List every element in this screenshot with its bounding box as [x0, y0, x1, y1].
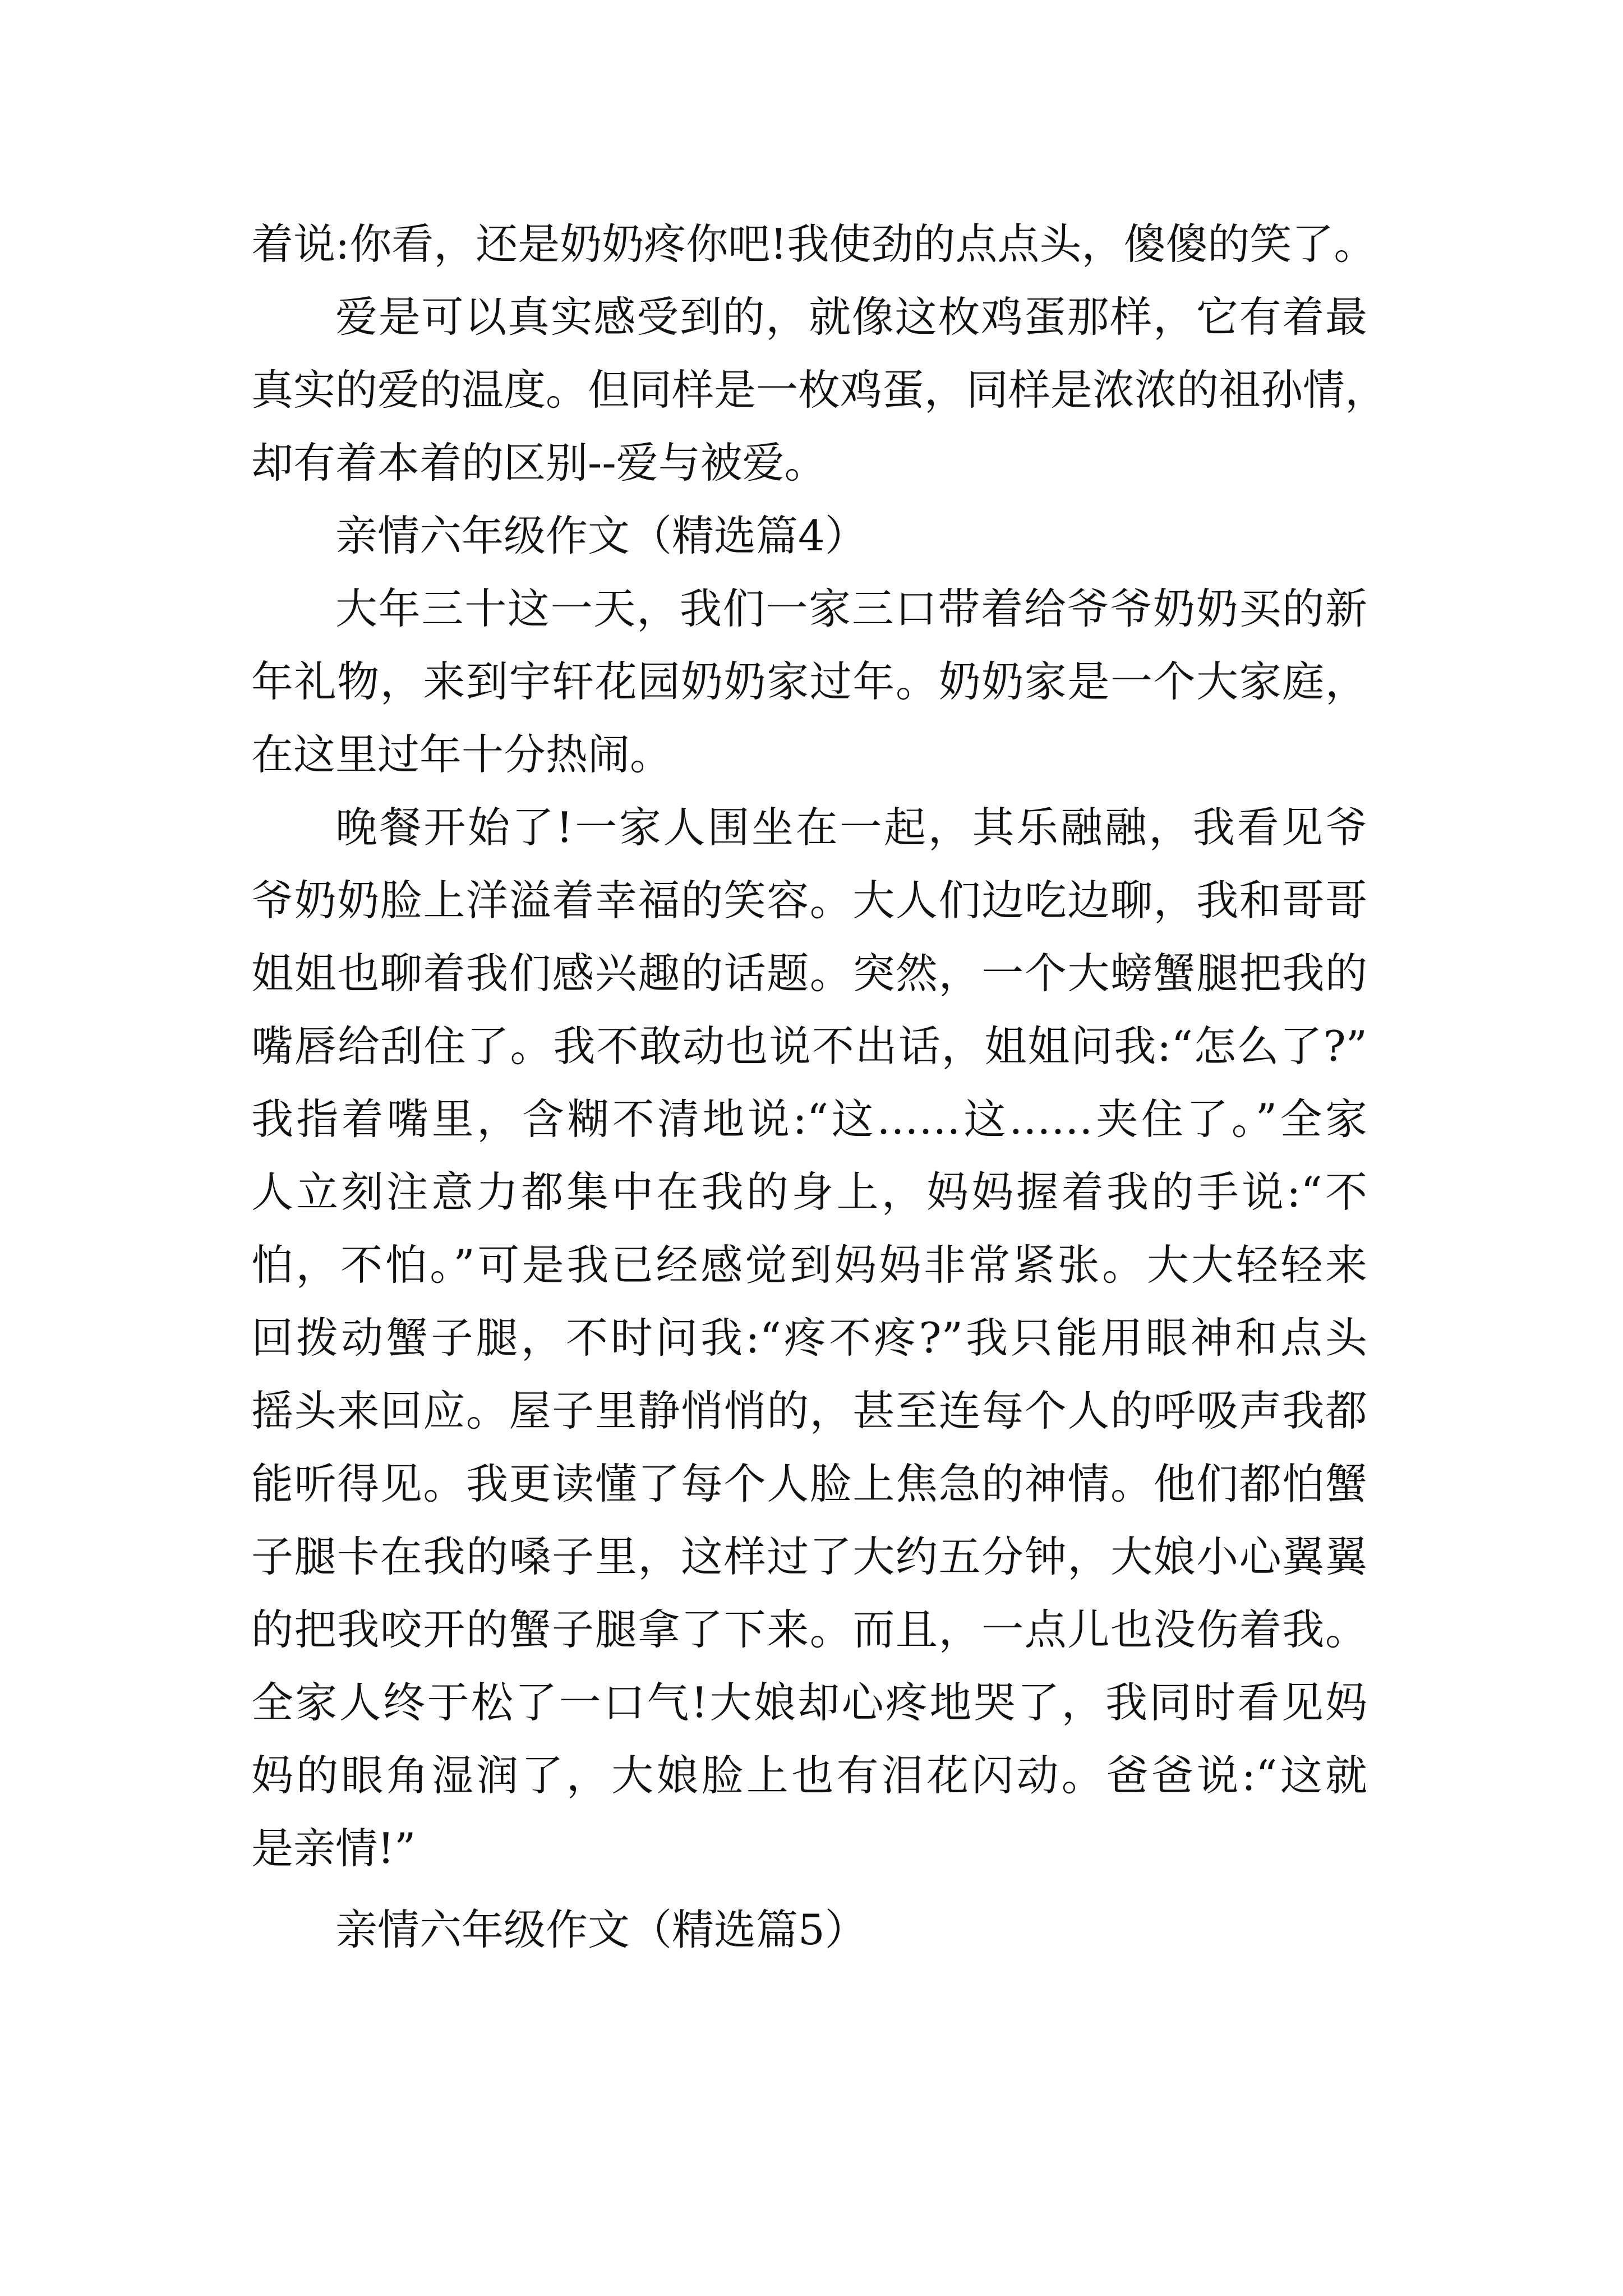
text-line: 晚餐开始了!一家人围坐在一起，其乐融融，我看见爷 [335, 803, 1367, 852]
text-line: 真实的爱的温度。但同样是一枚鸡蛋，同样是浓浓的祖孙情， [251, 365, 1387, 415]
text-line: 着说:你看，还是奶奶疼你吧!我使劲的点点头，傻傻的笑了。 [251, 219, 1376, 269]
text-line: 人立刻注意力都集中在我的身上，妈妈握着我的手说:“不 [251, 1167, 1367, 1217]
text-line: 回拨动蟹子腿，不时问我:“疼不疼?”我只能用眼神和点头 [251, 1313, 1367, 1363]
text-line: 姐姐也聊着我们感兴趣的话题。突然，一个大螃蟹腿把我的 [251, 949, 1367, 998]
text-line: 妈的眼角湿润了，大娘脸上也有泪花闪动。爸爸说:“这就 [251, 1751, 1367, 1800]
text-line: 子腿卡在我的嗓子里，这样过了大约五分钟，大娘小心翼翼 [251, 1532, 1367, 1581]
text-line: 爱是可以真实感受到的，就像这枚鸡蛋那样，它有着最 [335, 292, 1367, 342]
text-line: 却有着本着的区别--爱与被爱。 [251, 438, 827, 487]
text-line: 能听得见。我更读懂了每个人脸上焦急的神情。他们都怕蟹 [251, 1459, 1367, 1508]
section-heading: 亲情六年级作文（精选篇5） [335, 1905, 867, 1954]
text-line: 我指着嘴里，含糊不清地说:“这……这……夹住了。”全家 [251, 1094, 1367, 1144]
text-line: 嘴唇给刮住了。我不敢动也说不出话，姐姐问我:“怎么了?” [251, 1022, 1367, 1071]
text-line: 在这里过年十分热闹。 [251, 730, 672, 779]
text-line: 的把我咬开的蟹子腿拿了下来。而且，一点儿也没伤着我。 [251, 1605, 1367, 1654]
section-heading: 亲情六年级作文（精选篇4） [335, 511, 867, 560]
text-line: 摇头来回应。屋子里静悄悄的，甚至连每个人的呼吸声我都 [251, 1386, 1367, 1435]
text-line: 大年三十这一天，我们一家三口带着给爷爷奶奶买的新 [335, 584, 1367, 633]
text-line: 怕，不怕。”可是我已经感觉到妈妈非常紧张。大大轻轻来 [251, 1240, 1367, 1290]
text-line: 全家人终于松了一口气!大娘却心疼地哭了，我同时看见妈 [251, 1678, 1367, 1727]
text-line: 爷奶奶脸上洋溢着幸福的笑容。大人们边吃边聊，我和哥哥 [251, 876, 1367, 925]
text-line: 年礼物，来到宇轩花园奶奶家过年。奶奶家是一个大家庭， [251, 657, 1367, 706]
text-line: 是亲情!” [251, 1824, 416, 1873]
